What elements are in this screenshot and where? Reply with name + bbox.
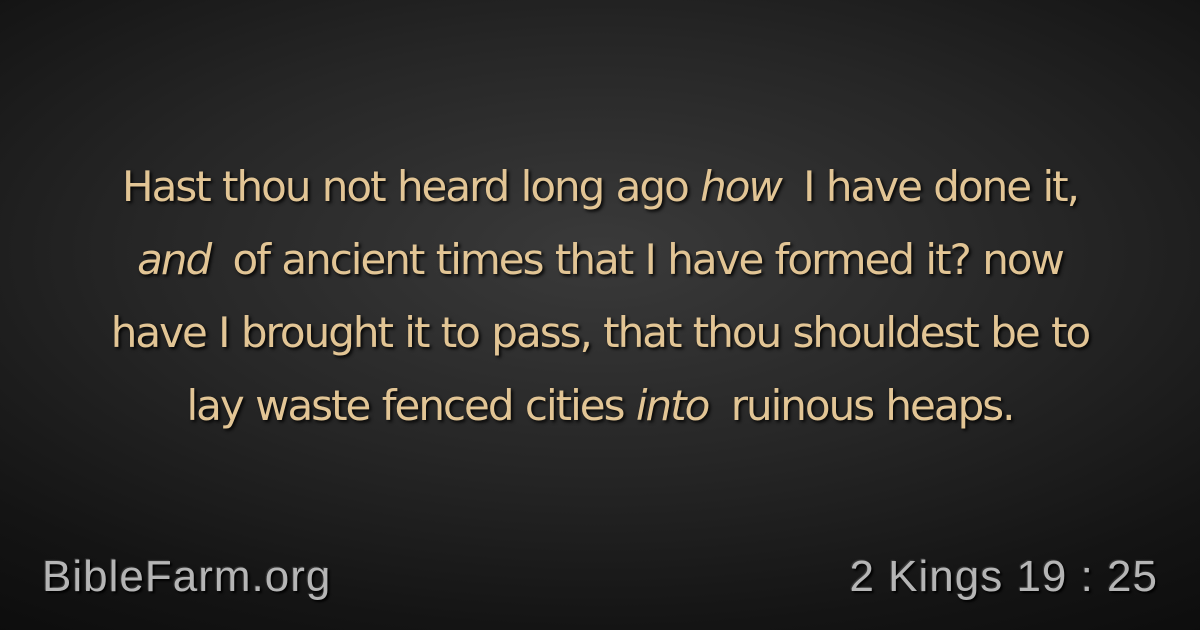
verse-italic-word: and bbox=[137, 235, 211, 284]
site-name: BibleFarm.org bbox=[42, 552, 332, 601]
verse-line-4: lay waste fenced cities into ruinous heaps. bbox=[186, 381, 1014, 430]
verse-reference: 2 Kings 19 : 25 bbox=[849, 552, 1158, 601]
verse-italic-word: how bbox=[700, 162, 781, 211]
verse-line-1: Hast thou not heard long ago how I have done it, bbox=[122, 162, 1078, 211]
verse-italic-word: into bbox=[635, 381, 709, 430]
verse-line-3: have I brought it to pass, that thou shouldest be to bbox=[110, 308, 1090, 357]
verse-text bbox=[40, 150, 1160, 442]
verse-line-2: and of ancient times that I have formed it? now bbox=[137, 235, 1063, 284]
